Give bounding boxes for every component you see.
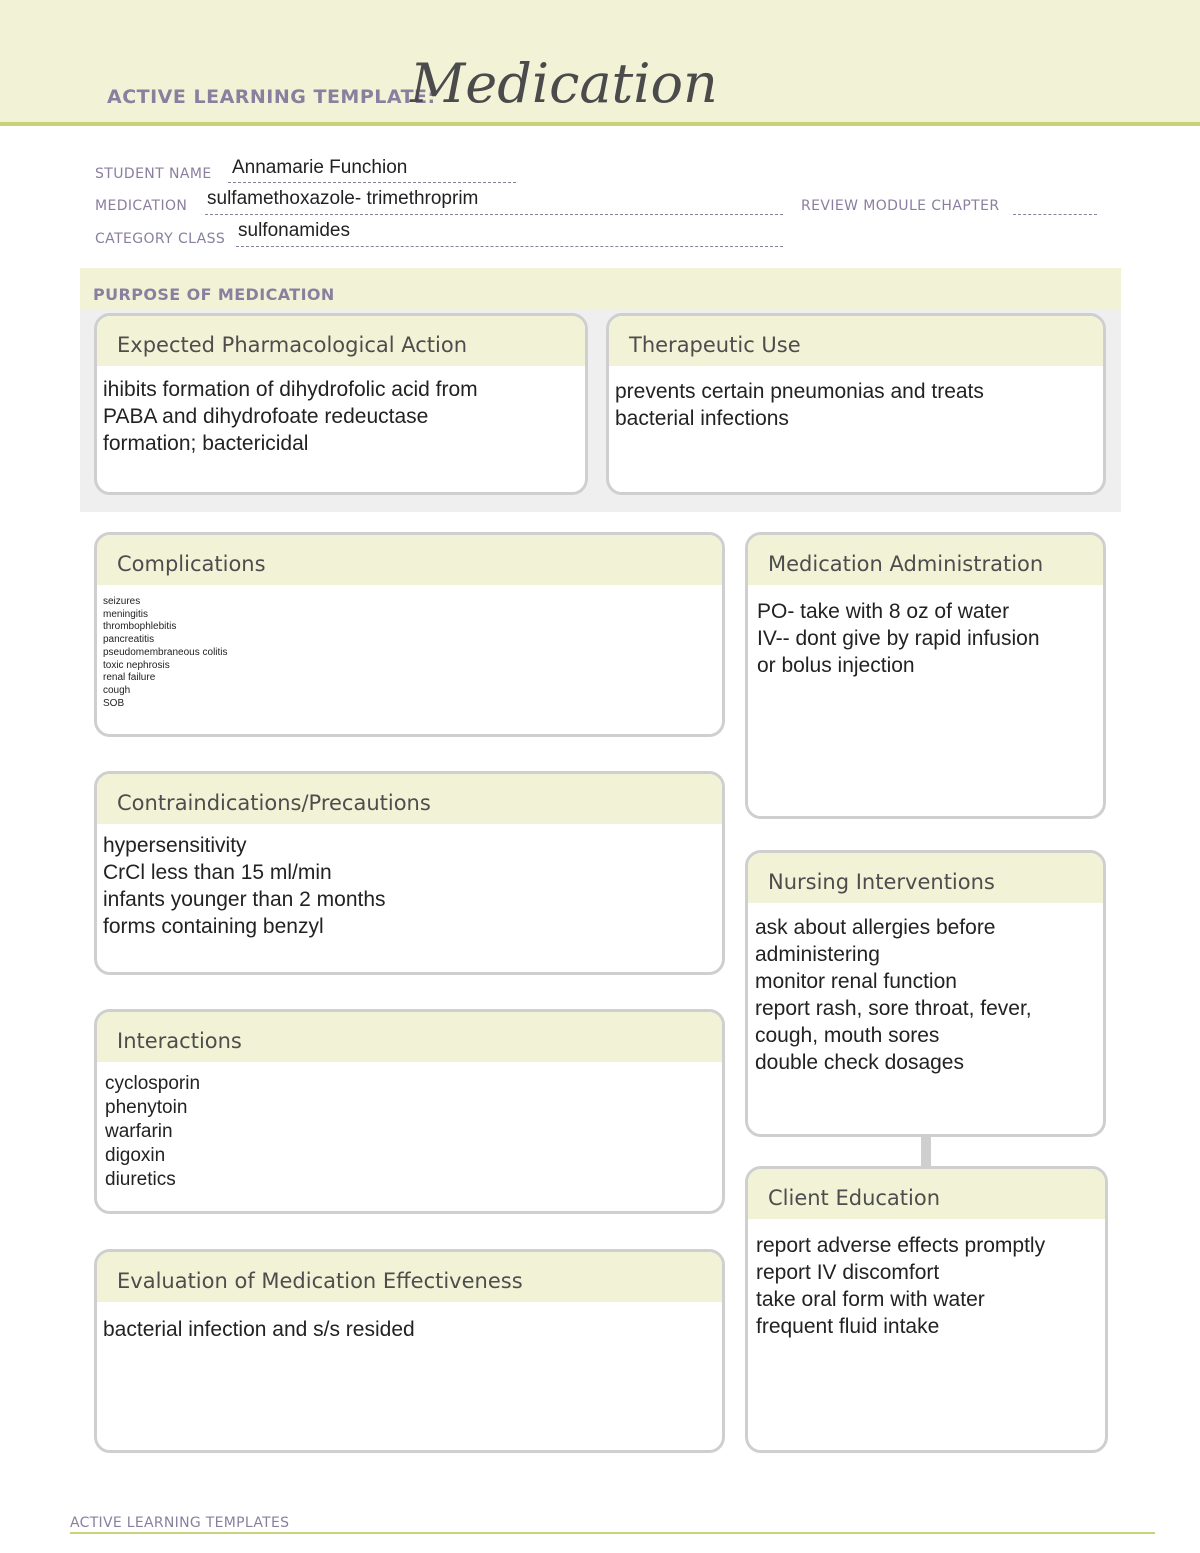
medication-field[interactable]: sulfamethoxazole- trimethroprim [207, 188, 479, 209]
footer-label: ACTIVE LEARNING TEMPLATES [70, 1515, 290, 1531]
client-education-title: Client Education [748, 1169, 1105, 1219]
medication-label: MEDICATION [95, 198, 188, 214]
complication-item: pancreatitis [103, 634, 155, 646]
contraindications-body[interactable] [97, 824, 722, 940]
expected-action-box [94, 313, 588, 495]
complication-item: cough [103, 684, 131, 696]
intervention-line: monitor renal function [755, 970, 957, 993]
category-class-label: CATEGORY CLASS [95, 231, 226, 247]
evaluation-box [94, 1249, 725, 1453]
interaction-item: phenytoin [105, 1097, 188, 1118]
complication-item: seizures [103, 596, 141, 607]
contraindications-box [94, 771, 725, 975]
education-line: frequent fluid intake [756, 1315, 940, 1338]
category-class-field[interactable]: sulfonamides [238, 220, 350, 241]
medication-administration-title: Medication Administration [748, 535, 1103, 585]
header-rule [0, 122, 1200, 126]
interactions-box [94, 1009, 725, 1214]
student-name-field[interactable]: Annamarie Funchion [232, 157, 408, 178]
education-line: report IV discomfort [756, 1261, 940, 1284]
complication-item: toxic nephrosis [103, 659, 170, 671]
medication-underline [205, 214, 783, 215]
evaluation-body[interactable] [97, 1302, 722, 1343]
nursing-interventions-title: Nursing Interventions [748, 853, 1103, 903]
category-class-underline [236, 246, 783, 247]
administration-line: or bolus injection [757, 654, 915, 677]
box-connector [921, 1135, 931, 1167]
contraindication-line: CrCl less than 15 ml/min [103, 861, 332, 884]
contraindication-line: hypersensitivity [103, 834, 247, 857]
expected-action-body[interactable] [97, 366, 585, 457]
complication-item: SOB [103, 697, 125, 709]
evaluation-title: Evaluation of Medication Effectiveness [97, 1252, 722, 1302]
page-title: Medication [410, 52, 718, 115]
review-module-underline [1013, 214, 1097, 215]
therapeutic-use-title: Therapeutic Use [609, 316, 1103, 366]
medication-administration-box [745, 532, 1106, 819]
complications-box [94, 532, 725, 737]
contraindication-line: forms containing benzyl [103, 915, 324, 938]
template-label: ACTIVE LEARNING TEMPLATE: [107, 86, 436, 108]
expected-action-title: Expected Pharmacological Action [97, 316, 585, 366]
purpose-label: PURPOSE OF MEDICATION [93, 285, 335, 304]
footer-rule [70, 1532, 1155, 1534]
therapeutic-use-line: bacterial infections [615, 407, 789, 430]
administration-line: PO- take with 8 oz of water [757, 600, 1010, 623]
expected-action-line: ihibits formation of dihydrofolic acid from [103, 378, 478, 401]
intervention-line: report rash, sore throat, fever, [755, 997, 1032, 1020]
client-education-box [745, 1166, 1108, 1453]
complication-item: meningitis [103, 608, 149, 620]
medication-administration-body[interactable] [748, 585, 1103, 679]
contraindication-line: infants younger than 2 months [103, 888, 386, 911]
interaction-item: warfarin [105, 1121, 173, 1142]
client-education-body[interactable] [748, 1219, 1105, 1340]
complication-item: renal failure [103, 672, 156, 684]
intervention-line: administering [755, 943, 880, 966]
intervention-line: ask about allergies before [755, 916, 996, 939]
complication-item: thrombophlebitis [103, 621, 177, 633]
student-name-underline [228, 182, 516, 183]
student-name-label: STUDENT NAME [95, 166, 212, 182]
intervention-line: double check dosages [755, 1051, 964, 1074]
evaluation-line: bacterial infection and s/s resided [103, 1318, 415, 1341]
education-line: take oral form with water [756, 1288, 985, 1311]
education-line: report adverse effects promptly [756, 1234, 1046, 1257]
complications-body[interactable] [97, 585, 722, 710]
interaction-item: digoxin [105, 1145, 166, 1166]
interactions-title: Interactions [97, 1012, 722, 1062]
interactions-body[interactable] [97, 1062, 722, 1192]
administration-line: IV-- dont give by rapid infusion [757, 627, 1040, 650]
intervention-line: cough, mouth sores [755, 1024, 940, 1047]
complication-item: pseudomembraneous colitis [103, 646, 228, 658]
expected-action-line: formation; bactericidal [103, 432, 309, 455]
therapeutic-use-box [606, 313, 1106, 495]
therapeutic-use-line: prevents certain pneumonias and treats [615, 380, 984, 403]
interaction-item: cyclosporin [105, 1073, 201, 1094]
therapeutic-use-body[interactable] [609, 366, 1103, 432]
contraindications-title: Contraindications/Precautions [97, 774, 722, 824]
interaction-item: diuretics [105, 1169, 176, 1190]
complications-title: Complications [97, 535, 722, 585]
nursing-interventions-box [745, 850, 1106, 1137]
expected-action-line: PABA and dihydrofoate redeuctase [103, 405, 429, 428]
review-module-label: REVIEW MODULE CHAPTER [801, 198, 1000, 214]
nursing-interventions-body[interactable] [748, 903, 1103, 1076]
